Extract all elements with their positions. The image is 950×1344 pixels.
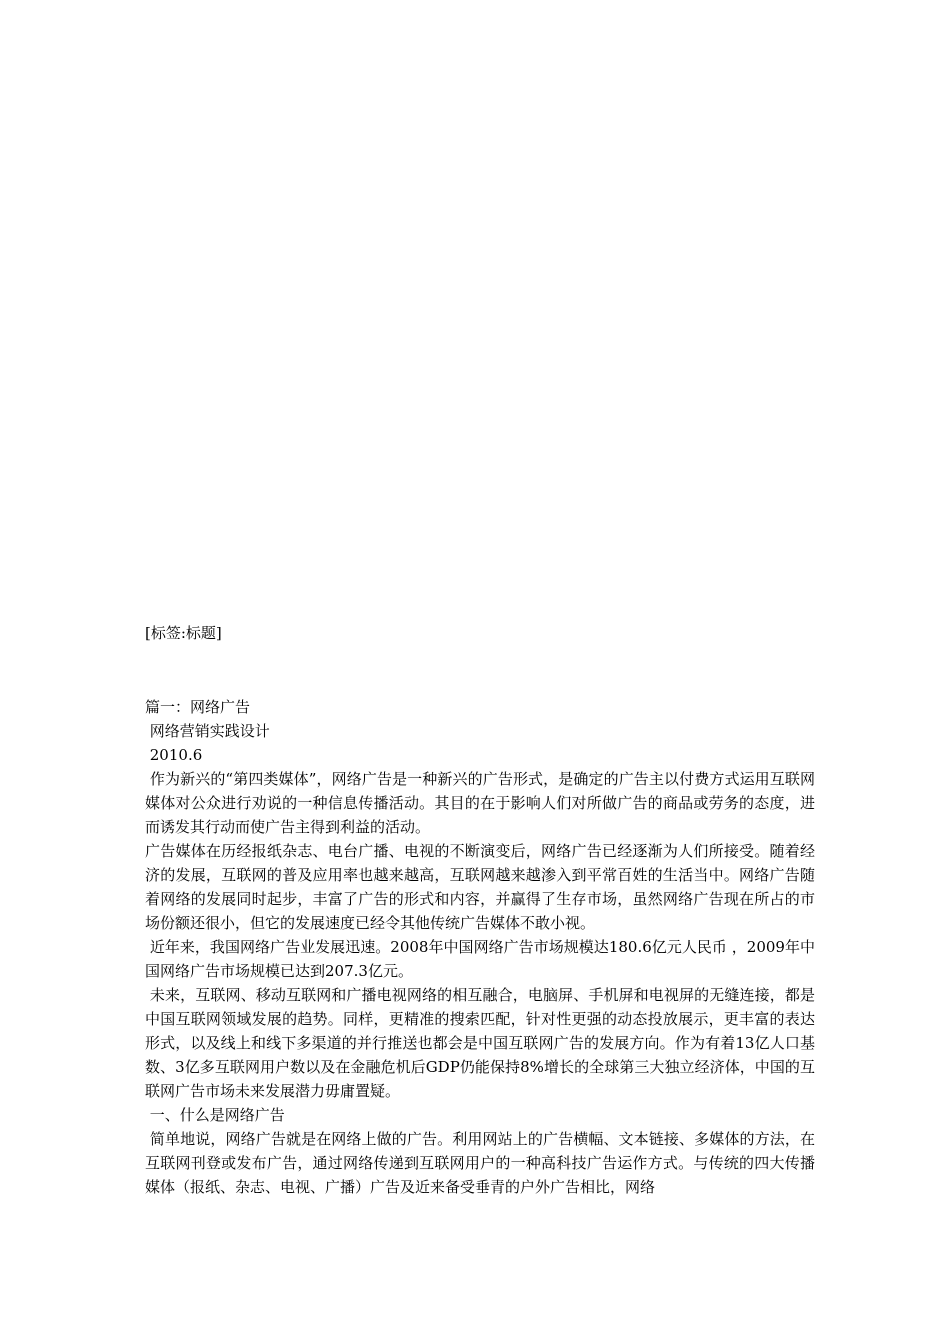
paragraph: 近年来，我国网络广告业发展迅速。2008年中国网络广告市场规模达180.6亿元人民币 ，2009年中国网络广告市场规模已达到207.3亿元。 — [145, 938, 816, 980]
document-body — [145, 695, 815, 1199]
tag-label: [标签:标题] — [145, 624, 222, 642]
paragraph: 未来，互联网、移动互联网和广播电视网络的相互融合，电脑屏、手机屏和电视屏的无缝连接，都是中国互联网领域发展的趋势。同样，更精准的搜索匹配，针对性更强的动态投放展示，更丰富的表达形式，以及线上和线下多渠道的并行推送也都会是中国互联网广告的发展方向。作为有着13亿人口基数、3亿多互联网用户数以及在金融危机后GDP仍能保持8%增长的全球第三大独立经济体，中国的互联网广告市场未来发展潜力毋庸置疑。 — [145, 986, 815, 1100]
section-title: 篇一：网络广告 — [145, 698, 251, 716]
subtitle-line: 网络营销实践设计 — [145, 722, 270, 740]
paragraph: 简单地说，网络广告就是在网络上做的广告。利用网站上的广告横幅、文本链接、多媒体的方法，在互联网刊登或发布广告，通过网络传递到互联网用户的一种高科技广告运作方式。与传统的四大传播媒体（报纸、杂志、电视、广播）广告及近来备受垂青的户外广告相比，网络 — [145, 1130, 815, 1196]
paragraph: 广告媒体在历经报纸杂志、电台广播、电视的不断演变后，网络广告已经逐渐为人们所接受。随着经济的发展，互联网的普及应用率也越来越高，互联网越来越渗入到平常百姓的生活当中。网络广告随着网络的发展同时起步，丰富了广告的形式和内容，并赢得了生存市场，虽然网络广告现在所占的市场份额还很小，但它的发展速度已经令其他传统广告媒体不敢小视。 — [145, 842, 815, 932]
paragraph: 作为新兴的“第四类媒体”，网络广告是一种新兴的广告形式，是确定的广告主以付费方式运用互联网媒体对公众进行劝说的一种信息传播活动。其目的在于影响人们对所做广告的商品或劳务的态度，进而诱发其行动而使广告主得到利益的活动。 — [145, 770, 815, 836]
heading-what-is-online-ad: 一、什么是网络广告 — [145, 1106, 285, 1124]
date-line: 2010.6 — [145, 746, 203, 764]
